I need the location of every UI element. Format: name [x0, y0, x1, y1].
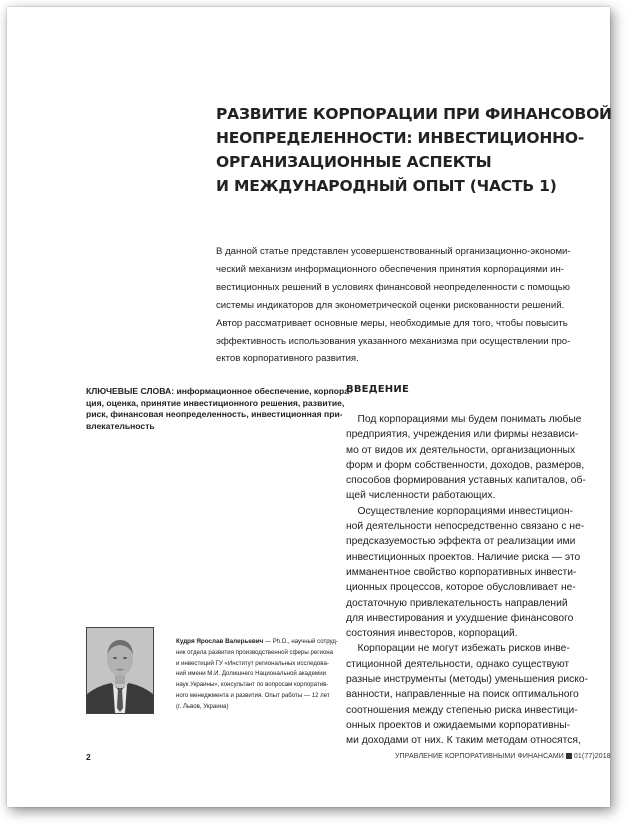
keywords-line: КЛЮЧЕВЫЕ СЛОВА: информационное обеспечение, корпора- [86, 386, 352, 396]
author-line: ний имени М.И. Долишнего Национальной академии [176, 670, 326, 678]
keywords-line: ция, оценка, принятие инвестиционного решения, развитие, [86, 397, 345, 408]
abstract-line: ектов корпоративного развития. [216, 353, 359, 365]
body-line: имманентное свойство корпоративных инвести- [346, 566, 577, 578]
body-line: стиционной деятельности, однако существуют [346, 658, 570, 670]
body-line: онных проектов и ожидаемыми корпоративны- [346, 719, 571, 731]
title-line: НЕОПРЕДЕЛЕННОСТИ: ИНВЕСТИЦИОННО- [216, 129, 585, 147]
body-line: предприятия, учреждения или фирмы независи- [346, 429, 579, 441]
body-line: предсказуемостью эффекта от реализации ими [346, 536, 576, 548]
body-line: ционных процессов, которое обусловливает не- [346, 582, 576, 594]
section-heading: ВВЕДЕНИЕ [346, 384, 409, 395]
author-info [176, 637, 336, 713]
square-bullet-icon [566, 753, 572, 759]
abstract-line: В данной статье представлен усовершенствованный организационно-экономи- [216, 246, 571, 257]
body-line: Корпорации не могут избежать рисков инве- [346, 643, 570, 655]
article-abstract [216, 243, 601, 368]
keywords-line: влекательность [86, 420, 155, 431]
author-line: ник отдела развития производственной сферы региона [176, 648, 334, 656]
body-line: форм и форм собственности, доходов, размеров, [346, 459, 585, 471]
abstract-line: ческий механизм информационного обеспечения принятия корпорациями ин- [216, 263, 564, 275]
body-line: разные инструменты (методы) уменьшения риско- [346, 674, 588, 686]
portrait-image [87, 628, 153, 713]
author-name: Кудря Ярослав Валерьевич [176, 638, 264, 645]
author-bio-first: — Ph.D., научный сотруд- [263, 638, 338, 645]
title-line: И МЕЖДУНАРОДНЫЙ ОПЫТ (ЧАСТЬ 1) [216, 177, 557, 195]
author-line: ного менеджмента и развития. Опыт работы — 12 лет [176, 691, 330, 699]
abstract-line: системы индикаторов для эконометрической оценки рискованности решений. [216, 299, 565, 311]
journal-page [7, 7, 610, 807]
body-line: достаточную привлекательность направлений [346, 597, 568, 609]
body-line: для инвестирования и ухудшение финансового [346, 612, 574, 624]
article-title [216, 102, 612, 198]
article-body [346, 412, 611, 749]
abstract-line: эффективность использования указанного механизма при осуществлении про- [216, 335, 571, 347]
body-line: инвестиционных проектов. Наличие риска — это [346, 551, 581, 563]
author-line: и инвестиций ГУ «Институт региональных исследова- [176, 659, 329, 667]
abstract-line: вестиционных решений в условиях финансовой неопределенности с помощью [216, 281, 570, 293]
abstract-line: Автор рассматривает основные меры, необходимые для того, чтобы повысить [216, 317, 568, 329]
page-number: 2 [86, 752, 91, 762]
body-line: Под корпорациями мы будем понимать любые [346, 414, 582, 425]
body-line: ной деятельности непосредственно связано с не- [346, 521, 585, 533]
keywords-block [86, 386, 352, 432]
title-line: РАЗВИТИЕ КОРПОРАЦИИ ПРИ ФИНАНСОВОЙ [216, 105, 612, 123]
body-line: соотношения между степенью риска инвестици- [346, 704, 578, 716]
body-line: ми доходами от них. К таким методам относятся, [346, 735, 581, 747]
keywords-line: риск, финансовая неопределенность, инвестиционная при- [86, 409, 343, 420]
body-line: щей численности работающих. [346, 490, 496, 502]
author-photo [86, 627, 154, 714]
author-line [176, 637, 336, 648]
author-line: наук Украины», консультант по вопросам корпоратив- [176, 681, 329, 689]
title-line: ОРГАНИЗАЦИОННЫЕ АСПЕКТЫ [216, 153, 492, 171]
body-line: Осуществление корпорациями инвестицион- [346, 505, 574, 517]
journal-issue: 01(77)2018 [573, 753, 611, 760]
journal-name: УПРАВЛЕНИЕ КОРПОРАТИВНЫМИ ФИНАНСАМИ [395, 753, 564, 760]
body-line: ванности, направленные на поиск оптимального [346, 689, 579, 701]
body-line: способов формирования уставных капиталов, об- [346, 475, 586, 487]
body-line: мо от видов их деятельности, организационных [346, 444, 576, 456]
body-line: состояния инвесторов, корпораций. [346, 628, 518, 640]
journal-footer [395, 753, 611, 760]
author-line: (г. Львов, Украина) [176, 702, 229, 710]
